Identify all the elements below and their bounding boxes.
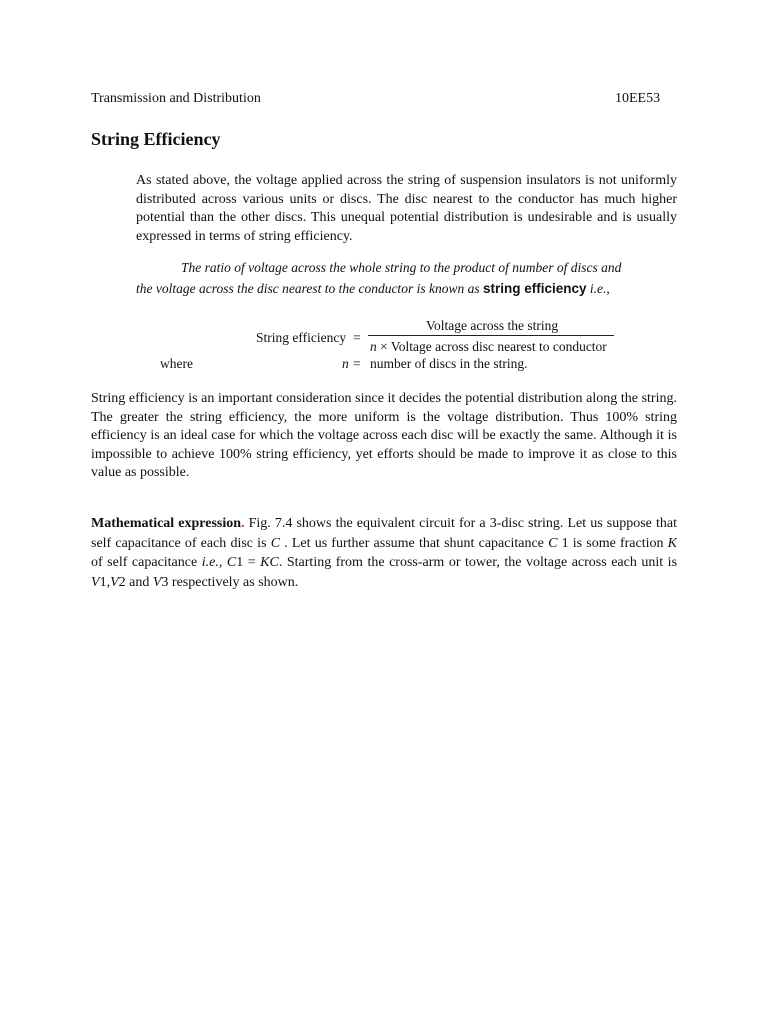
fraction-bar — [368, 335, 614, 336]
string-efficiency-formula — [0, 0, 768, 380]
math-expression-heading: Mathematical expression — [91, 516, 242, 531]
var-v2: V — [110, 574, 119, 590]
formula-denominator-n: n — [370, 339, 377, 354]
text-run: 1 is some fraction — [557, 535, 668, 551]
text-run: . Starting from the cross-arm or tower, the voltage across each unit is — [278, 555, 678, 570]
header-course-code: 10EE53 — [615, 91, 661, 106]
n-symbol: n — [342, 356, 349, 371]
section-title: String Efficiency — [91, 129, 221, 149]
formula-lhs: String efficiency — [256, 330, 347, 345]
var-v3: V — [152, 574, 162, 590]
importance-paragraph: String efficiency is an important consideration since it decides the potential distribution along the string. The greater the string efficiency, the more uniform is the voltage distribution. Thus 100% string efficiency is an ideal case for which the voltage across each disc will be exactly the same. Although it is impossible to achieve 100% string efficiency, yet efforts should be made to improve it as close to this value as possible. — [91, 391, 677, 480]
formula-denominator: × Voltage across disc nearest to conductor — [380, 339, 607, 354]
intro-paragraph: As stated above, the voltage applied across the string of suspension insulators is not uniformly distributed across various units or discs. The disc nearest to the conductor has much higher potential than the other discs. This unequal potential distribution is undesirable and is usually expressed in terms of string efficiency. — [136, 173, 677, 244]
definition-line-2-suffix: i.e., — [586, 281, 610, 296]
var-c1: C — [226, 555, 237, 570]
definition-line-2-prefix: the voltage across the disc nearest to the conductor is known as — [136, 281, 483, 296]
header-course-title: Transmission and Distribution — [91, 91, 261, 106]
text-run: . Let us further assume that shunt capacitance — [280, 535, 549, 551]
var-c: C — [270, 535, 281, 551]
definition-line-1: The ratio of voltage across the whole string to the product of number of discs and — [181, 260, 622, 275]
var-c-shunt: C — [548, 535, 558, 551]
formula-numerator: Voltage across the string — [426, 318, 559, 333]
ie-abbrev: i.e., — [201, 555, 223, 570]
text-run: Fig. 7.4 shows the equivalent circuit for a 3-disc string. Let us suppose that self capacitance of each disc is — [91, 516, 677, 551]
where-label: where — [160, 356, 193, 371]
n-definition: number of discs in the string. — [370, 356, 528, 371]
text-run: 3 respectively as shown. — [161, 574, 299, 590]
text-run: 1 = — [236, 555, 261, 570]
var-kc: KC — [260, 555, 279, 570]
math-expression-paragraph — [91, 514, 677, 592]
text-run: 1, — [99, 574, 111, 590]
var-k: K — [667, 535, 678, 551]
formula-equals: = — [353, 330, 361, 345]
definition-term: string efficiency — [482, 281, 587, 296]
n-equals: = — [353, 356, 361, 371]
heading-dot: . — [241, 516, 245, 531]
var-v1: V — [91, 574, 100, 590]
text-run: of self capacitance — [91, 555, 202, 570]
text-run: 2 and — [118, 574, 153, 590]
